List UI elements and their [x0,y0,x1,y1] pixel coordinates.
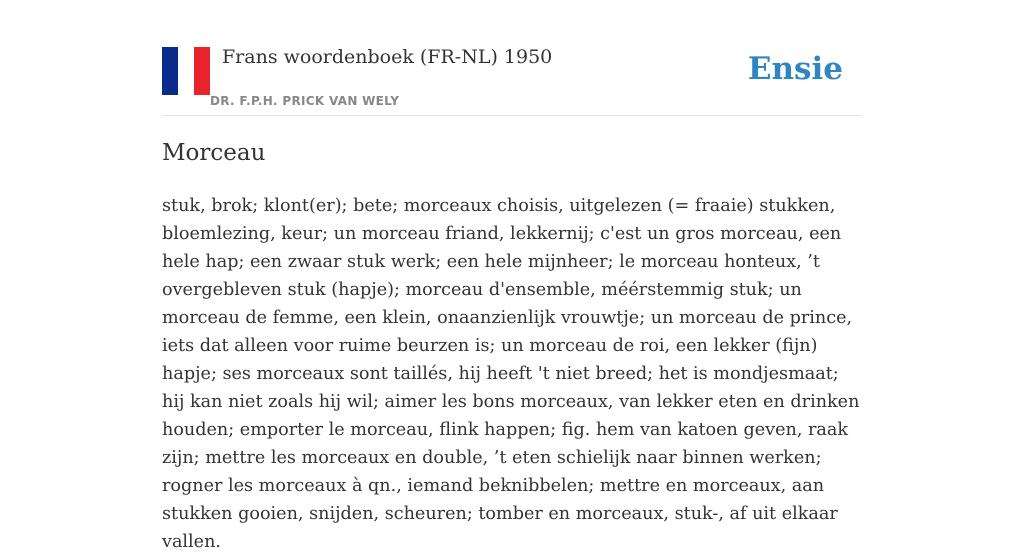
entry-headword: Morceau [162,140,266,166]
flag-stripe-red [194,47,210,95]
entry-definition: stuk, brok; klont(er); bete; morceaux choisis, uitgelezen (= fraaie) stukken, bloemlezing, keur; un morceau friand, lekkernij; c'est un gros morceau, een hele hap; een zwaar stuk werk; een hele mijnheer; le morceau honteux, ’t overgebleven stuk (hapje); morceau d'ensemble, méérstemmig stuk; un morceau de femme, een klein, onaanzienlijk vrouwtje; un morceau de prince, iets dat alleen voor ruime beurzen is; un morceau de roi, een lekker (fijn) hapje; ses morceaux sont taillés, hij heeft 't niet breed; het is mondjesmaat; hij kan niet zoals hij wil; aimer les bons morceaux, van lekker eten en drinken houden; emporter le morceau, flink happen; fig. hem van katoen geven, raak zijn; mettre les morceaux en double, ’t eten schielijk naar binnen werken; rogner les morceaux à qn., iemand beknibbelen; mettre en morceaux, aan stukken gooien, snijden, scheuren; tomber en morceaux, stuk-, af uit elkaar vallen. [162,196,860,552]
flag-stripe-blue [162,47,178,95]
entry-header [162,40,862,116]
dictionary-title[interactable]: Frans woordenboek (FR-NL) 1950 [222,46,553,68]
france-flag-icon [162,47,210,95]
flag-stripe-white [178,47,194,95]
dictionary-author: DR. F.P.H. PRICK VAN WELY [210,94,400,108]
ensie-logo[interactable]: Ensie [747,51,843,87]
